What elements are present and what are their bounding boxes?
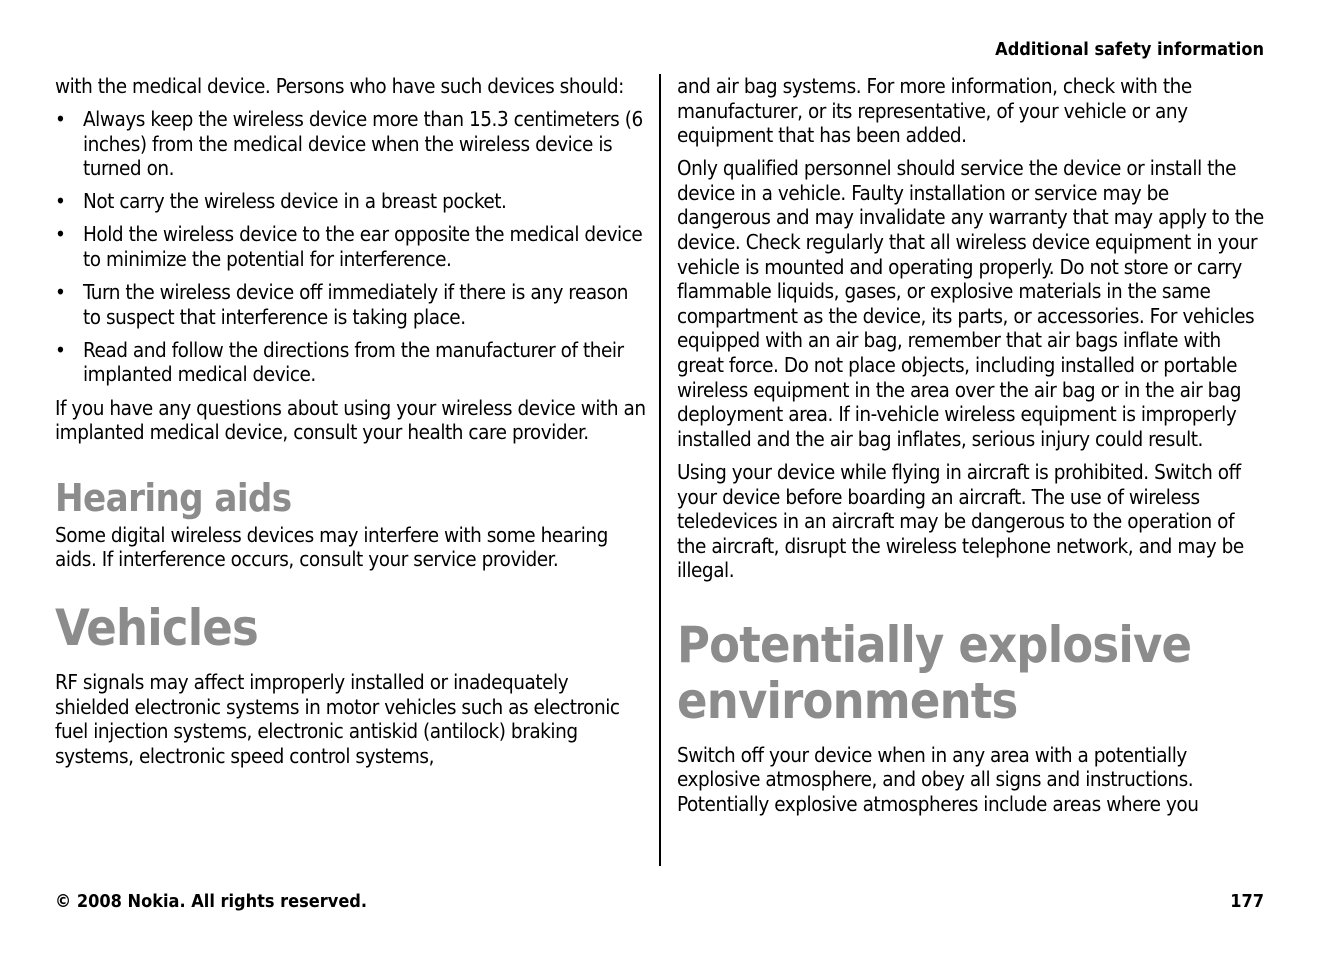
page-number: 177 <box>1230 891 1264 912</box>
bullet-marker: • <box>55 107 66 132</box>
list-item <box>55 222 647 271</box>
airbag-continuation-paragraph: and air bag systems. For more information, check with the manufacturer, or its representative, of your vehicle or any equipment that has been added. <box>677 74 1192 148</box>
list-item <box>55 338 647 387</box>
explosive-paragraph: Switch off your device when in any area with a potentially explosive atmosphere, and obey all signs and instructions. Potentially explosive atmospheres include areas where you <box>677 742 1199 817</box>
bullet-marker: • <box>55 280 66 305</box>
hearing-aids-paragraph: Some digital wireless devices may interfere with some hearing aids. If interference occurs, consult your service provider. <box>55 522 608 572</box>
bullet-marker: • <box>55 337 66 362</box>
service-paragraph: Only qualified personnel should service the device or install the device in a vehicle. Faulty installation or service may be dangerous and may invalidate any warranty that may apply to the device. Check regularly that all wireless device equipment in your vehicle is mounted and operating properly. Do not store or carry flammable liquids, gases, or explosive materials in the same compartment as the device, its parts, or accessories. For vehicles equipped with an air bag, remember that air bags inflate with great force. Do not place objects, including installed or portable wireless equipment in the area over the air bag or in the air bag deployment area. If in-vehicle wireless equipment is improperly installed and the air bag inflates, serious injury could result. <box>677 156 1264 451</box>
running-header: Additional safety information <box>995 39 1264 60</box>
list-item <box>55 280 647 329</box>
explosive-environments-heading: Potentially explosive environments <box>677 615 1192 730</box>
copyright-footer: © 2008 Nokia. All rights reserved. <box>55 891 368 912</box>
right-column <box>677 74 1267 825</box>
hearing-aids-heading: Hearing aids <box>55 475 292 520</box>
aircraft-paragraph: Using your device while flying in aircraft is prohibited. Switch off your device before boarding an aircraft. The use of wireless teledevices in an aircraft may be dangerous to the operation of the aircraft, disrupt the wireless telephone network, and may be illegal. <box>677 459 1244 583</box>
precautions-list <box>55 107 647 387</box>
list-item-text: Turn the wireless device off immediately if there is any reason to suspect that interference is taking place. <box>83 280 628 329</box>
column-divider <box>659 74 661 866</box>
list-item-text: Not carry the wireless device in a breast pocket. <box>83 189 507 214</box>
list-item-text: Read and follow the directions from the manufacturer of their implanted medical device. <box>83 337 624 387</box>
list-item-text: Hold the wireless device to the ear opposite the medical device to minimize the potential for interference. <box>83 222 643 272</box>
questions-paragraph: If you have any questions about using your wireless device with an implanted medical device, consult your health care provider. <box>55 395 646 445</box>
vehicles-heading: Vehicles <box>55 598 258 657</box>
list-item-text: Always keep the wireless device more than 15.3 centimeters (6 inches) from the medical device when the wireless device is turned on. <box>83 107 643 181</box>
intro-paragraph: with the medical device. Persons who have such devices should: <box>55 74 624 98</box>
bullet-marker: • <box>55 222 66 247</box>
list-item <box>55 107 647 181</box>
bullet-marker: • <box>55 189 66 214</box>
list-item <box>55 189 647 214</box>
vehicles-paragraph: RF signals may affect improperly installed or inadequately shielded electronic systems in motor vehicles such as electronic fuel injection systems, electronic antiskid (antilock) braking systems, electronic speed control systems, <box>55 669 620 768</box>
left-column <box>55 74 647 777</box>
